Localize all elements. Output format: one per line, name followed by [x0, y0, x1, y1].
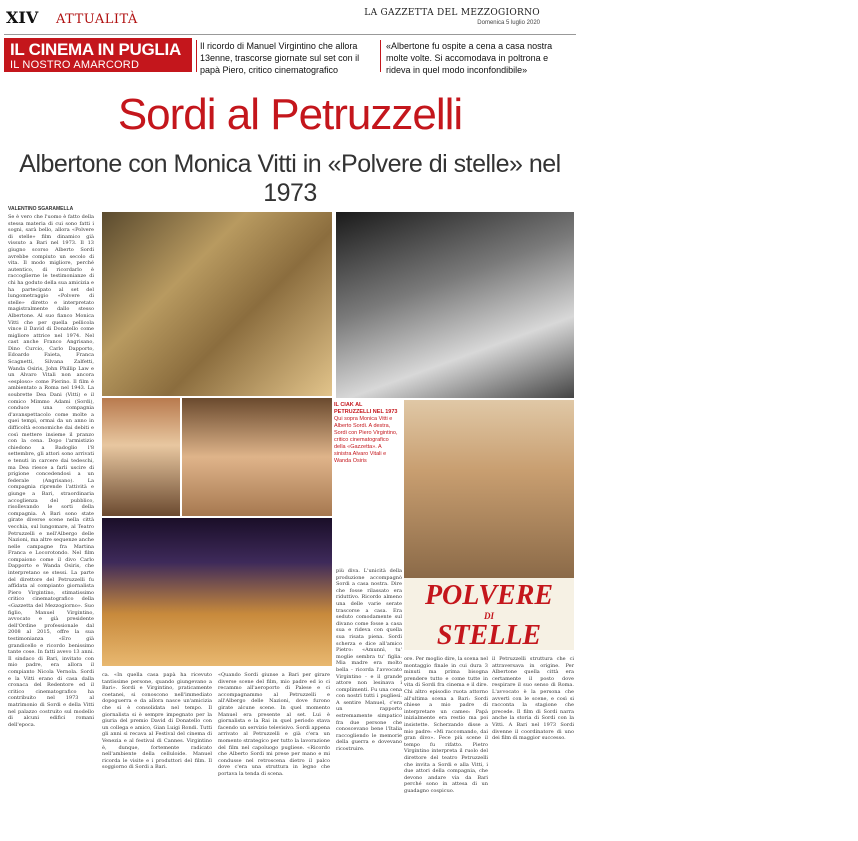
photo-credit: a cura di FRANCESCO SAVERIO NIRO — [804, 428, 852, 439]
poster-image — [404, 400, 574, 578]
newspaper-name: LA GAZZETTA DEL MEZZOGIORNO — [364, 8, 540, 18]
poster-title — [404, 582, 574, 650]
article-column-3: «Quando Sordi giunse a Bari per girare diverse scene del film, mio padre ed io ci recammo all'aeroporto di Palese e ci accompagnammo al Petruzzelli e all'Albergo delle Nazioni, dove furono girate alcune scene. In quel momento Manuel era presente al set. Lui è giornalista e la Rai in quel periodo stava facendo un servizio televisivo. Sordi appena arrivato al Petruzzelli e già c'era un momento strategico per tutto la lavorazione del film nel capoluogo pugliese. «Ricordo che Alberto Sordi mi prese per mano e mi condusse nel retroscena dietro il palco dove c'era una struttura in legno che portava la tenda di scena. — [218, 672, 330, 777]
photo-caption-label: IL CIAK AL PETRUZZELLI NEL 1973 — [334, 402, 398, 415]
article-column-6: il Petruzzelli struttura che ci attraversava in origine. Per Albertone quella città era certamente il posto dove respirare il suo senso di Roma. L'avvocato è la persona che avvertì con le scene, e così si racconta la stagione che precede. Il film di Sordi narra anche la storia di Sordi con la Vitti. A Bari nel 1973 Sordi divenne il coordinatore di uno dei film di maggior successo. — [492, 656, 574, 742]
article-column-1: Se è vero che l'uomo è fatto della stessa materia di cui sono fatti i sogni, sarà bello, allora «Polvere di stelle» film dinamico già vissuto a Bari nel 1973. Il 13 giugno scorso Alberto Sordi avrebbe compiuto un secolo di vita. Il modo migliore, perché autentico, di ricordarlo è raccoglierne le testimonianze di chi ha goduto della sua amicizia e ha partecipato al set del lungometraggio «Polvere di stelle» diretto e interpretato magistralmente dallo stesso Albertone. Al suo fianco Monica Vitti che per quella pellicola vince il David di Donatello come migliore attrice nel 1974. Nel cast anche Franco Angrisano, Dino Curcio, Carlo Dapporto, Edoardo Faieta, Franca Scagnetti, Silvana Zalfetti, Wanda Osiris, John Phillip Law e un Alvaro Vitali non ancora «esploso» come Pierino. Il film è ambientato a Roma nel 1943. La soubrette Dea Dani (Vitti) e il comico Mimmo Adami (Sordi), conduce una compagnia d'avanspettacolo come molte a quei tempi, ormai da un anno in difficoltà economiche dai debiti e così mettere insieme il pranzo con la cena. Dopo l'armistizio chiedono a Badoglio l'8 settembre, gli attori sono arrivati e tenuti in carcere dai tedeschi, ma Dea riesce a farli uscire di prigione concedendosi a un federale (Angrisano). La compagnia riprende l'attività e giunge a Bari, straordinaria accoglienza del pubblico, risollevando le sorti della compagnia. A Bari sono state girate diverse scene nella città vecchia, sul lungomare, al Teatro Petruzzelli e nell'Albergo delle Nazioni, ma altre sequenze anche nelle campagne fra Martina Franca e Locorotondo. Nel film compaiono come il divo Carlo Dapporto e Wanda Osiris, che interpretano se stessi. La parte del direttore del Petruzzelli fu affidata al compianto giornalista Piero Virgintino, stimatissimo critico cinematografico della «Gazzetta del Mezzogiorno». Suo figlio, Manuel Virgintino, avvocato e già presidente dell'Ordine professionale dal 2008 al 2015, offre la sua testimonianza «Ero già grandicello e ricordo benissimo tante cose. In fatti avevo 13 anni. Il sindaco di Bari, invitato con mio padre, era allora il compianto Nicola Vernola. Sordi e la Vitti erano di casa dalla cronaca del Redentore ed il critico cinematografico ha contribuito nel 1973 al matrimonio di Sordi e della Vitti nel palazzo costruito sul modello di alcuni edifici romani dell'epoca. — [8, 214, 95, 728]
masthead — [0, 0, 580, 42]
article-column-2: ca. «In quella casa papà ha ricevuto tantissime persone, quando giungevano a Bari». Sordi e Virgintino, praticamente coetanei, si conoscono nell'immediato dopoguerra e da allora nasce un'amicizia che si è consolidata nel tempo. Il giornalista si è sempre impegnato per la giuria del premio David di Donatello con un collega e amico, Gian Luigi Rondi. Tutti gli anni si recava al Festival del cinema di Venezia e al festival di Cannes. Virgintino è, dunque, fortemente radicato nell'ambiente della celluloide. Manuel ricorda le visite e i produttori del film. Il soggiorno di Sordi a Bari. — [102, 672, 212, 771]
kicker-box — [4, 38, 192, 72]
teaser-left: Il ricordo di Manuel Virgintino che allora 13enne, trascorse giornate sul set con il papà Piero, critico cinematografico — [200, 41, 360, 75]
kicker-subtitle: IL NOSTRO AMARCORD — [10, 59, 140, 71]
photo-teatro-petruzzelli — [102, 518, 332, 666]
photo-sordi-vitti-stage — [102, 212, 332, 396]
teaser-right: «Albertone fu ospite a cena a casa nostra molte volte. Si accomodava in poltrona e rideva in quel modo inconfondibile» — [386, 41, 553, 75]
poster-title-line1: POLVERE — [424, 580, 554, 611]
byline: VALENTINO SGARAMELLA — [8, 206, 74, 212]
teaser-divider — [196, 40, 197, 72]
photo-wanda-osiris — [102, 398, 180, 516]
photo-alvaro-vitali — [182, 398, 332, 516]
article-column-4: più diva. L'unicità della produzione accompagnò Sordi a casa nostra. Dire che fosse rilassato era riduttivo. Ricordo almeno una delle varie serate trascorse a casa. Era seduto comodamente sul divano come fosse a casa sua e rideva con quella sua risata piena. Sordi scherza e dice all'amico Pietro: «Amunnì, tu' moglie sembra tu' figlia. Mia madre era molto bella - ricorda l'avvocato Virgintino - e il grande attore non lesinava i complimenti. Fu una cena con nostri tutti i pugliesi. A sentire Manuel, c'era un rapporto estremamente simpatico fra due persone che conoscevano bene l'Italia raccogliendo le memorie della guerra e dovevano ricostruire. — [336, 568, 402, 753]
page-number: XIV — [6, 8, 39, 27]
issue-date: Domenica 5 luglio 2020 — [477, 20, 540, 26]
photo-caption-text: Qui sopra Monica Vitti e Alberto Sordi. A destra, Sordi con Piero Virgintino, critico cinematografico della «Gazzetta». A sinistra Alvaro Vitali e Wanda Osiris — [334, 416, 398, 464]
kicker-title: IL CINEMA IN PUGLIA — [10, 40, 181, 59]
poster-title-line3: STELLE — [436, 620, 542, 651]
headline: Sordi al Petruzzelli — [117, 90, 463, 139]
movie-poster — [404, 400, 574, 650]
article-column-5: ore. Per moglio dire, la scena nel montaggio finale in cui dura 3 minuti ma prima bisogna prendere tutto e come tutte in vita di Sordi fra cinema e il dire. Chi altro episodio ruota attorno all'ultima scena a Bari: Sordi chiese a mio padre di interpretare un cameo: Papà inizialmente era restio ma poi insistette. Scherzando disse a mio padre: «Mi raccomando, dai gran divo». Fece più scene il tempo fu rifatto. Pietro Virgintino interpreta il ruolo del direttore del teatro Petruzzelli che invita a Sordi e alla Vitti, i due attori della compagnia, che devono andare via da Bari perché sono in attesa di un guadagno cospicuo. — [404, 656, 488, 794]
poster-title-line2: DI — [483, 611, 494, 621]
photo-caption — [334, 402, 398, 562]
section-name: ATTUALITÀ — [56, 12, 138, 27]
teaser-divider — [380, 40, 381, 72]
masthead-divider — [4, 34, 576, 35]
subheadline: Albertone con Monica Vitti in «Polvere di stelle» nel 1973 — [19, 150, 561, 207]
